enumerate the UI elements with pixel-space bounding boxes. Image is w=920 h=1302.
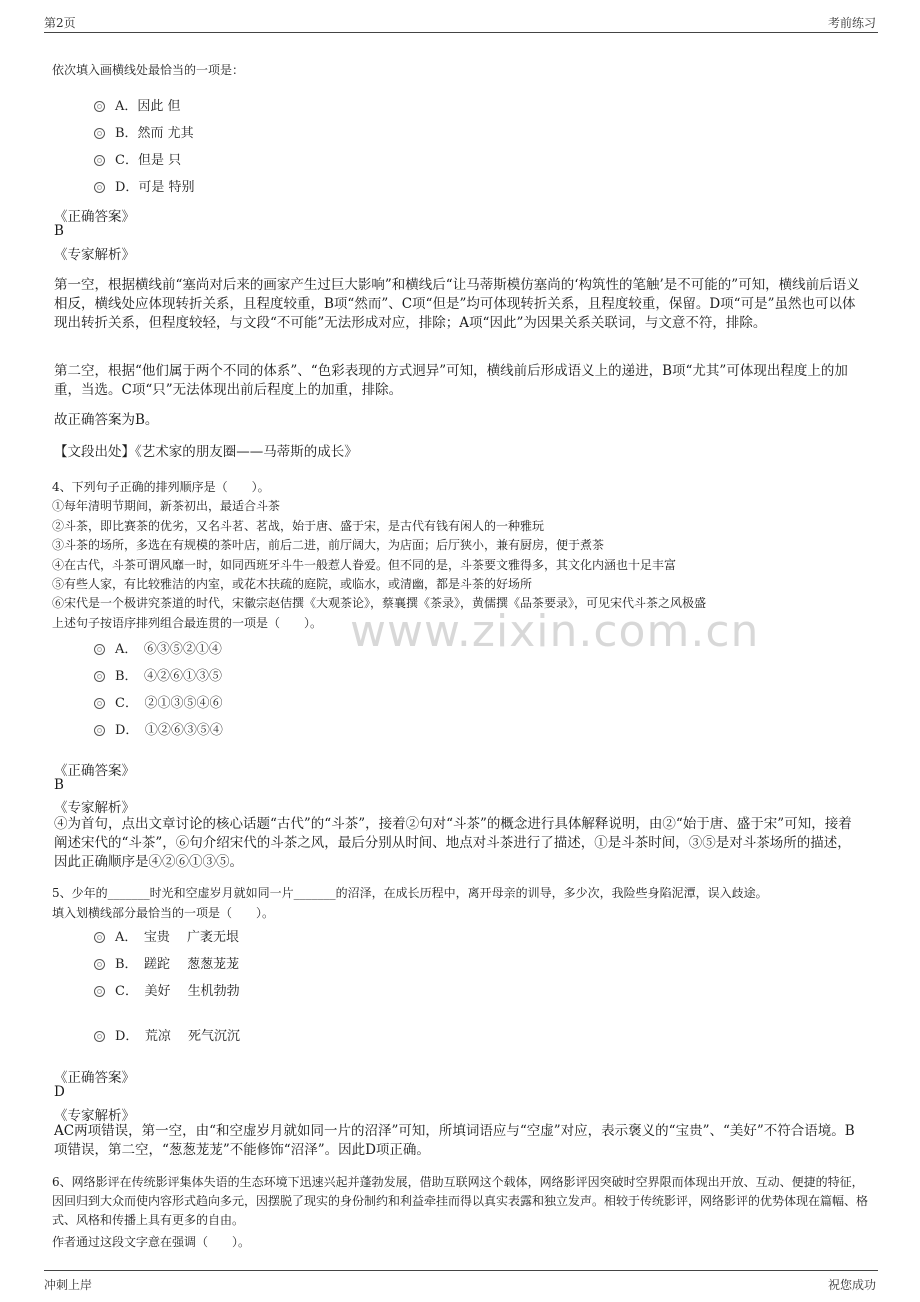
q4-analysis: ④为首句，点出文章讨论的核心话题“古代”的“斗茶”，接着②句对“斗茶”的概念进行具体解释说明，由②“始于唐、盛于宋”可知，接着阐述宋代的“斗茶”，⑥句介绍宋代的斗茶之风，最后分别从时间、地点对斗茶进行了描述，①是斗茶时间，③⑤是对斗茶场所的描述，因此正确顺序是④②⑥①③⑤。	[54, 816, 852, 870]
footer-rule	[44, 1270, 878, 1271]
q3-analysis-para1: 第一空，根据横线前“塞尚对后来的画家产生过巨大影响”和横线后“让马蒂斯模仿塞尚的‘构筑性的笔触’是不可能的”可知，横线前后语义相反，横线处应体现转折关系，且程度较重，B项“然而”、C项“但是”均可体现转折关系，且程度较重，保留。D项“可是”虽然也可以体现出转折关系，但程度较轻，与文段“不可能”无法形成对应，排除；A项“因此”为因果关系关联词，与文意不符，排除。	[54, 277, 860, 331]
header-rule	[44, 32, 878, 33]
option-label: C． ②①③⑤④⑥	[115, 696, 223, 711]
q4-stem	[52, 478, 872, 633]
q3-option-c[interactable]	[94, 149, 181, 168]
q4-line: ⑥宋代是一个极讲究茶道的时代，宋徽宗赵佶撰《大观茶论》，蔡襄撰《茶录》，黄儒撰《品茶要录》，可见宋代斗茶之风极盛	[52, 596, 707, 611]
q4-line: 上述句子按语序排列组合最连贯的一项是（ ）。	[52, 615, 323, 630]
q3-source: 【文段出处】《艺术家的朋友圈——马蒂斯的成长》	[54, 444, 358, 460]
option-label: B． ④②⑥①③⑤	[115, 669, 223, 684]
option-label: A． 宝贵 广袤无垠	[115, 930, 240, 945]
q4-answer-label: 《正确答案》	[54, 763, 135, 779]
q3-option-d[interactable]	[94, 176, 195, 195]
radio-icon[interactable]	[94, 128, 105, 139]
q4-line: ②斗茶，即比赛茶的优劣，又名斗茗、茗战，始于唐、盛于宋，是古代有钱有闲人的一种雅玩	[52, 518, 545, 533]
q5-answer: D	[54, 1084, 65, 1100]
q3-analysis-label: 《专家解析》	[54, 247, 135, 263]
header-title: 考前练习	[827, 16, 876, 30]
q5-stem: 5、少年的_______时光和空虚岁月就如同一片_______的沼泽，在成长历程中，离开母亲的训导，多少次，我险些身陷泥潭，误入歧途。	[52, 886, 768, 900]
q3-analysis-conclusion: 故正确答案为B。	[54, 412, 159, 428]
q5-answer-label: 《正确答案》	[54, 1070, 135, 1086]
option-label: A． ⑥③⑤②①④	[115, 642, 222, 657]
q4-answer: B	[54, 777, 64, 793]
option-label: D． ①②⑥③⑤④	[115, 723, 223, 738]
radio-icon[interactable]	[94, 101, 105, 112]
q4-option-c[interactable]	[94, 692, 222, 711]
q4-option-d[interactable]	[94, 719, 223, 738]
radio-icon[interactable]	[94, 698, 105, 709]
q3-prompt: 依次填入画横线处最恰当的一项是：	[52, 63, 245, 77]
q3-option-a[interactable]	[94, 95, 181, 114]
q4-analysis-label: 《专家解析》	[54, 800, 135, 816]
option-label: D．可是 特别	[115, 180, 195, 195]
q5-option-d[interactable]	[94, 1025, 240, 1044]
q3-answer-label: 《正确答案》	[54, 209, 135, 225]
q3-answer: B	[54, 223, 64, 239]
q6-question: 作者通过这段文字意在强调（ ）。	[52, 1235, 251, 1249]
radio-icon[interactable]	[94, 671, 105, 682]
option-label: C． 美好 生机勃勃	[115, 984, 240, 999]
radio-icon[interactable]	[94, 155, 105, 166]
q3-option-b[interactable]	[94, 122, 194, 141]
q4-line: ⑤有些人家，有比较雅洁的内室，或花木扶疏的庭院，或临水，或清幽，都是斗茶的好场所	[52, 576, 533, 591]
q4-line: ④在古代，斗茶可谓风靡一时，如同西班牙斗牛一般惹人眷爱。但不同的是，斗茶要文雅得多，其文化内涵也十足丰富	[52, 557, 677, 572]
q5-option-c[interactable]	[94, 980, 240, 999]
q4-line: 4、下列句子正确的排列顺序是（ ）。	[52, 480, 270, 494]
radio-icon[interactable]	[94, 986, 105, 997]
footer-right: 祝您成功	[827, 1278, 876, 1292]
radio-icon[interactable]	[94, 644, 105, 655]
q5-analysis-label: 《专家解析》	[54, 1108, 135, 1124]
q4-option-a[interactable]	[94, 638, 222, 657]
watermark: www.zixin.com.cn	[350, 606, 760, 657]
radio-icon[interactable]	[94, 725, 105, 736]
q4-line: ③斗茶的场所，多选在有规模的茶叶店，前后二进，前厅阔大，为店面；后厅狭小，兼有厨房，便于煮茶	[52, 538, 605, 553]
page-number: 第2页	[44, 16, 76, 30]
radio-icon[interactable]	[94, 1031, 105, 1042]
radio-icon[interactable]	[94, 932, 105, 943]
radio-icon[interactable]	[94, 959, 105, 970]
q5-analysis: AC两项错误，第一空，由“和空虚岁月就如同一片的沼泽”可知，所填词语应与“空虚”对应，表示褒义的“宝贵”、“美好”不符合语境。B项错误，第二空，“葱葱茏茏”不能修饰“沼泽”。因此D项正确。	[54, 1123, 855, 1158]
footer-left: 冲刺上岸	[44, 1278, 93, 1292]
option-label: C．但是 只	[115, 153, 182, 168]
q4-option-b[interactable]	[94, 665, 222, 684]
q5-option-a[interactable]	[94, 926, 239, 945]
option-label: B．然而 尤其	[115, 126, 194, 141]
q6-passage: 6、网络影评在传统影评集体失语的生态环境下迅速兴起并蓬勃发展，借助互联网这个载体，网络影评因突破时空界限而体现出开放、互动、便捷的特征，因回归到大众而使内容形式趋向多元，因摆脱了现实的身份制约和利益牵挂而得以真实表露和独立发声。相较于传统影评，网络影评的优势体现在篇幅、格式、风格和传播上具有更多的自由。	[52, 1175, 869, 1227]
option-label: D． 荒凉 死气沉沉	[115, 1029, 241, 1044]
radio-icon[interactable]	[94, 182, 105, 193]
q3-analysis-para2: 第二空，根据“他们属于两个不同的体系”、“色彩表现的方式迥异”可知，横线前后形成语义上的递进，B项“尤其”可体现出程度上的加重，当选。C项“只”无法体现出前后程度上的加重，排除。	[54, 363, 848, 398]
q5-prompt: 填入划横线部分最恰当的一项是（ ）。	[52, 906, 275, 920]
q5-option-b[interactable]	[94, 953, 239, 972]
option-label: B． 蹉跎 葱葱茏茏	[115, 957, 240, 972]
q4-line: ①每年清明节期间，新茶初出，最适合斗茶	[52, 499, 281, 514]
option-label: A．因此 但	[115, 99, 181, 114]
